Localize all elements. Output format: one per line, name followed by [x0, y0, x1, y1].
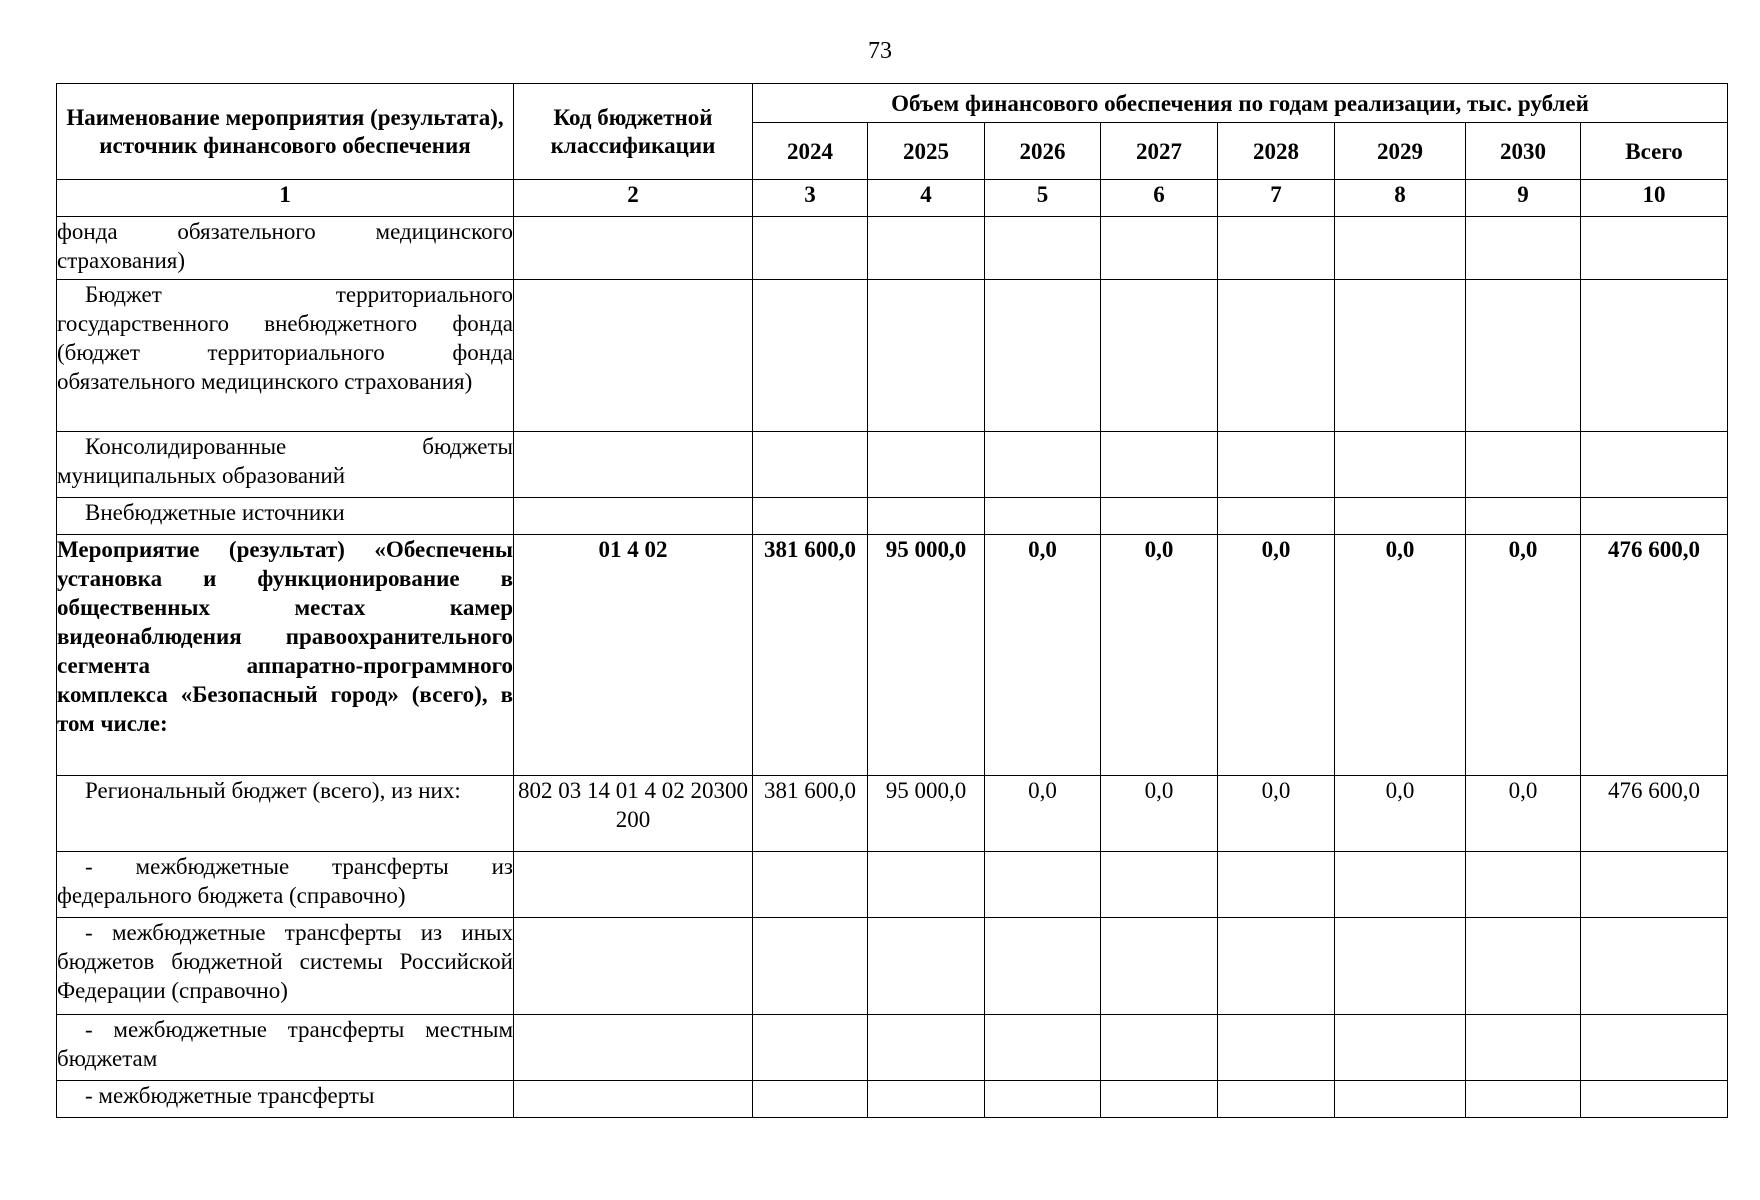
row-value-2028 — [1218, 852, 1335, 918]
row-value-2029 — [1335, 280, 1466, 432]
row-value-2028 — [1218, 498, 1335, 535]
row-value-total — [1581, 432, 1728, 498]
table-row — [57, 432, 1728, 498]
row-value-2027 — [1101, 498, 1218, 535]
row-value-2027 — [1101, 432, 1218, 498]
row-value-2026 — [985, 280, 1101, 432]
row-value-total: 476 600,0 — [1581, 535, 1728, 776]
row-value-2025 — [868, 1015, 985, 1081]
row-value-2028 — [1218, 918, 1335, 1015]
row-value-total: 476 600,0 — [1581, 776, 1728, 852]
row-value-2024 — [753, 280, 868, 432]
row-value-2030: 0,0 — [1466, 535, 1581, 776]
header-year-2027: 2027 — [1101, 123, 1218, 180]
column-number: 3 — [753, 180, 868, 217]
header-year-2026: 2026 — [985, 123, 1101, 180]
row-value-2030 — [1466, 498, 1581, 535]
row-value-2025 — [868, 1081, 985, 1118]
table-row — [57, 217, 1728, 280]
row-value-2024 — [753, 918, 868, 1015]
row-name: - межбюджетные трансферты — [57, 1081, 514, 1118]
row-code — [514, 852, 753, 918]
row-value-2025: 95 000,0 — [868, 535, 985, 776]
header-year-2024: 2024 — [753, 123, 868, 180]
header-year-2028: 2028 — [1218, 123, 1335, 180]
row-value-2029 — [1335, 852, 1466, 918]
row-value-2029: 0,0 — [1335, 535, 1466, 776]
row-value-2026 — [985, 1081, 1101, 1118]
table-row — [57, 852, 1728, 918]
row-value-total — [1581, 498, 1728, 535]
row-code: 802 03 14 01 4 02 20300 200 — [514, 776, 753, 852]
header-year-2030: 2030 — [1466, 123, 1581, 180]
row-value-2029: 0,0 — [1335, 776, 1466, 852]
row-value-2026 — [985, 498, 1101, 535]
column-number: 2 — [514, 180, 753, 217]
row-value-2027 — [1101, 918, 1218, 1015]
row-value-2027: 0,0 — [1101, 535, 1218, 776]
row-name: - межбюджетные трансферты из федерального бюджета (справочно) — [57, 852, 514, 918]
row-code — [514, 432, 753, 498]
row-value-2028 — [1218, 1015, 1335, 1081]
row-value-2030 — [1466, 852, 1581, 918]
row-value-2026 — [985, 432, 1101, 498]
column-number: 10 — [1581, 180, 1728, 217]
page-number: 73 — [868, 38, 892, 64]
row-value-2030 — [1466, 217, 1581, 280]
row-value-2026: 0,0 — [985, 776, 1101, 852]
row-value-2024 — [753, 432, 868, 498]
row-value-2026 — [985, 852, 1101, 918]
row-value-2029 — [1335, 432, 1466, 498]
row-code — [514, 280, 753, 432]
row-value-2024 — [753, 1015, 868, 1081]
row-value-total — [1581, 1081, 1728, 1118]
row-name: Мероприятие (результат) «Обеспечены установка и функционирование в общественных местах камер видеонаблюдения правоохранительного сегмента аппаратно-программного комплекса «Безопасный город» (всего), в том числе: — [57, 535, 514, 776]
row-value-2030 — [1466, 1081, 1581, 1118]
table-row — [57, 1081, 1728, 1118]
row-value-2024 — [753, 498, 868, 535]
row-value-2025 — [868, 432, 985, 498]
table-row — [57, 535, 1728, 776]
row-code — [514, 498, 753, 535]
row-value-2029 — [1335, 918, 1466, 1015]
row-value-2025 — [868, 280, 985, 432]
row-value-2027 — [1101, 217, 1218, 280]
row-value-2029 — [1335, 498, 1466, 535]
row-name: фонда обязательного медицинского страхования) — [57, 217, 514, 280]
row-name: Бюджет территориального государственного внебюджетного фонда (бюджет территориального фонда обязательного медицинского страхования) — [57, 280, 514, 432]
row-code: 01 4 02 — [514, 535, 753, 776]
row-value-2028: 0,0 — [1218, 535, 1335, 776]
row-value-2028 — [1218, 217, 1335, 280]
row-value-2025 — [868, 852, 985, 918]
column-number: 8 — [1335, 180, 1466, 217]
row-value-2025 — [868, 217, 985, 280]
row-value-2027 — [1101, 1081, 1218, 1118]
row-value-2026 — [985, 1015, 1101, 1081]
financing-table — [56, 83, 1728, 1118]
table-row — [57, 776, 1728, 852]
row-value-2025 — [868, 918, 985, 1015]
row-value-2026 — [985, 217, 1101, 280]
row-value-2030 — [1466, 280, 1581, 432]
row-value-2025 — [868, 498, 985, 535]
row-value-2029 — [1335, 1015, 1466, 1081]
header-total: Всего — [1581, 123, 1728, 180]
row-value-2024 — [753, 217, 868, 280]
row-name: Консолидированные бюджеты муниципальных образований — [57, 432, 514, 498]
header-name-column: Наименование мероприятия (результата), источник финансового обеспечения — [57, 84, 514, 180]
row-value-2030 — [1466, 432, 1581, 498]
row-name: Внебюджетные источники — [57, 498, 514, 535]
header-year-2029: 2029 — [1335, 123, 1466, 180]
row-value-2024: 381 600,0 — [753, 535, 868, 776]
row-value-2027: 0,0 — [1101, 776, 1218, 852]
row-value-2028 — [1218, 1081, 1335, 1118]
row-value-total — [1581, 918, 1728, 1015]
row-value-2028 — [1218, 280, 1335, 432]
row-value-2029 — [1335, 217, 1466, 280]
row-value-total — [1581, 852, 1728, 918]
column-number: 4 — [868, 180, 985, 217]
row-value-2030 — [1466, 1015, 1581, 1081]
table-row — [57, 918, 1728, 1015]
row-value-2026 — [985, 918, 1101, 1015]
table-row — [57, 280, 1728, 432]
row-name: - межбюджетные трансферты из иных бюджетов бюджетной системы Российской Федерации (справочно) — [57, 918, 514, 1015]
table-row — [57, 1015, 1728, 1081]
row-value-total — [1581, 1015, 1728, 1081]
header-year-2025: 2025 — [868, 123, 985, 180]
row-value-2026: 0,0 — [985, 535, 1101, 776]
row-name: - межбюджетные трансферты местным бюджетам — [57, 1015, 514, 1081]
row-value-2027 — [1101, 1015, 1218, 1081]
row-value-2024: 381 600,0 — [753, 776, 868, 852]
column-number-row — [57, 180, 1728, 217]
row-code — [514, 217, 753, 280]
row-value-total — [1581, 217, 1728, 280]
row-value-2028 — [1218, 432, 1335, 498]
row-code — [514, 1081, 753, 1118]
row-value-2027 — [1101, 280, 1218, 432]
row-code — [514, 1015, 753, 1081]
row-value-2030 — [1466, 918, 1581, 1015]
row-value-2024 — [753, 1081, 868, 1118]
table-row — [57, 498, 1728, 535]
column-number: 1 — [57, 180, 514, 217]
row-code — [514, 918, 753, 1015]
column-number: 5 — [985, 180, 1101, 217]
row-value-2030: 0,0 — [1466, 776, 1581, 852]
row-value-2025: 95 000,0 — [868, 776, 985, 852]
row-value-2024 — [753, 852, 868, 918]
header-row-top — [57, 84, 1728, 123]
row-value-total — [1581, 280, 1728, 432]
row-value-2027 — [1101, 852, 1218, 918]
header-code-column: Код бюджетной классификации — [514, 84, 753, 180]
row-value-2029 — [1335, 1081, 1466, 1118]
column-number: 6 — [1101, 180, 1218, 217]
column-number: 7 — [1218, 180, 1335, 217]
column-number: 9 — [1466, 180, 1581, 217]
row-value-2028: 0,0 — [1218, 776, 1335, 852]
row-name: Региональный бюджет (всего), из них: — [57, 776, 514, 852]
header-volume-column: Объем финансового обеспечения по годам реализации, тыс. рублей — [753, 84, 1728, 123]
